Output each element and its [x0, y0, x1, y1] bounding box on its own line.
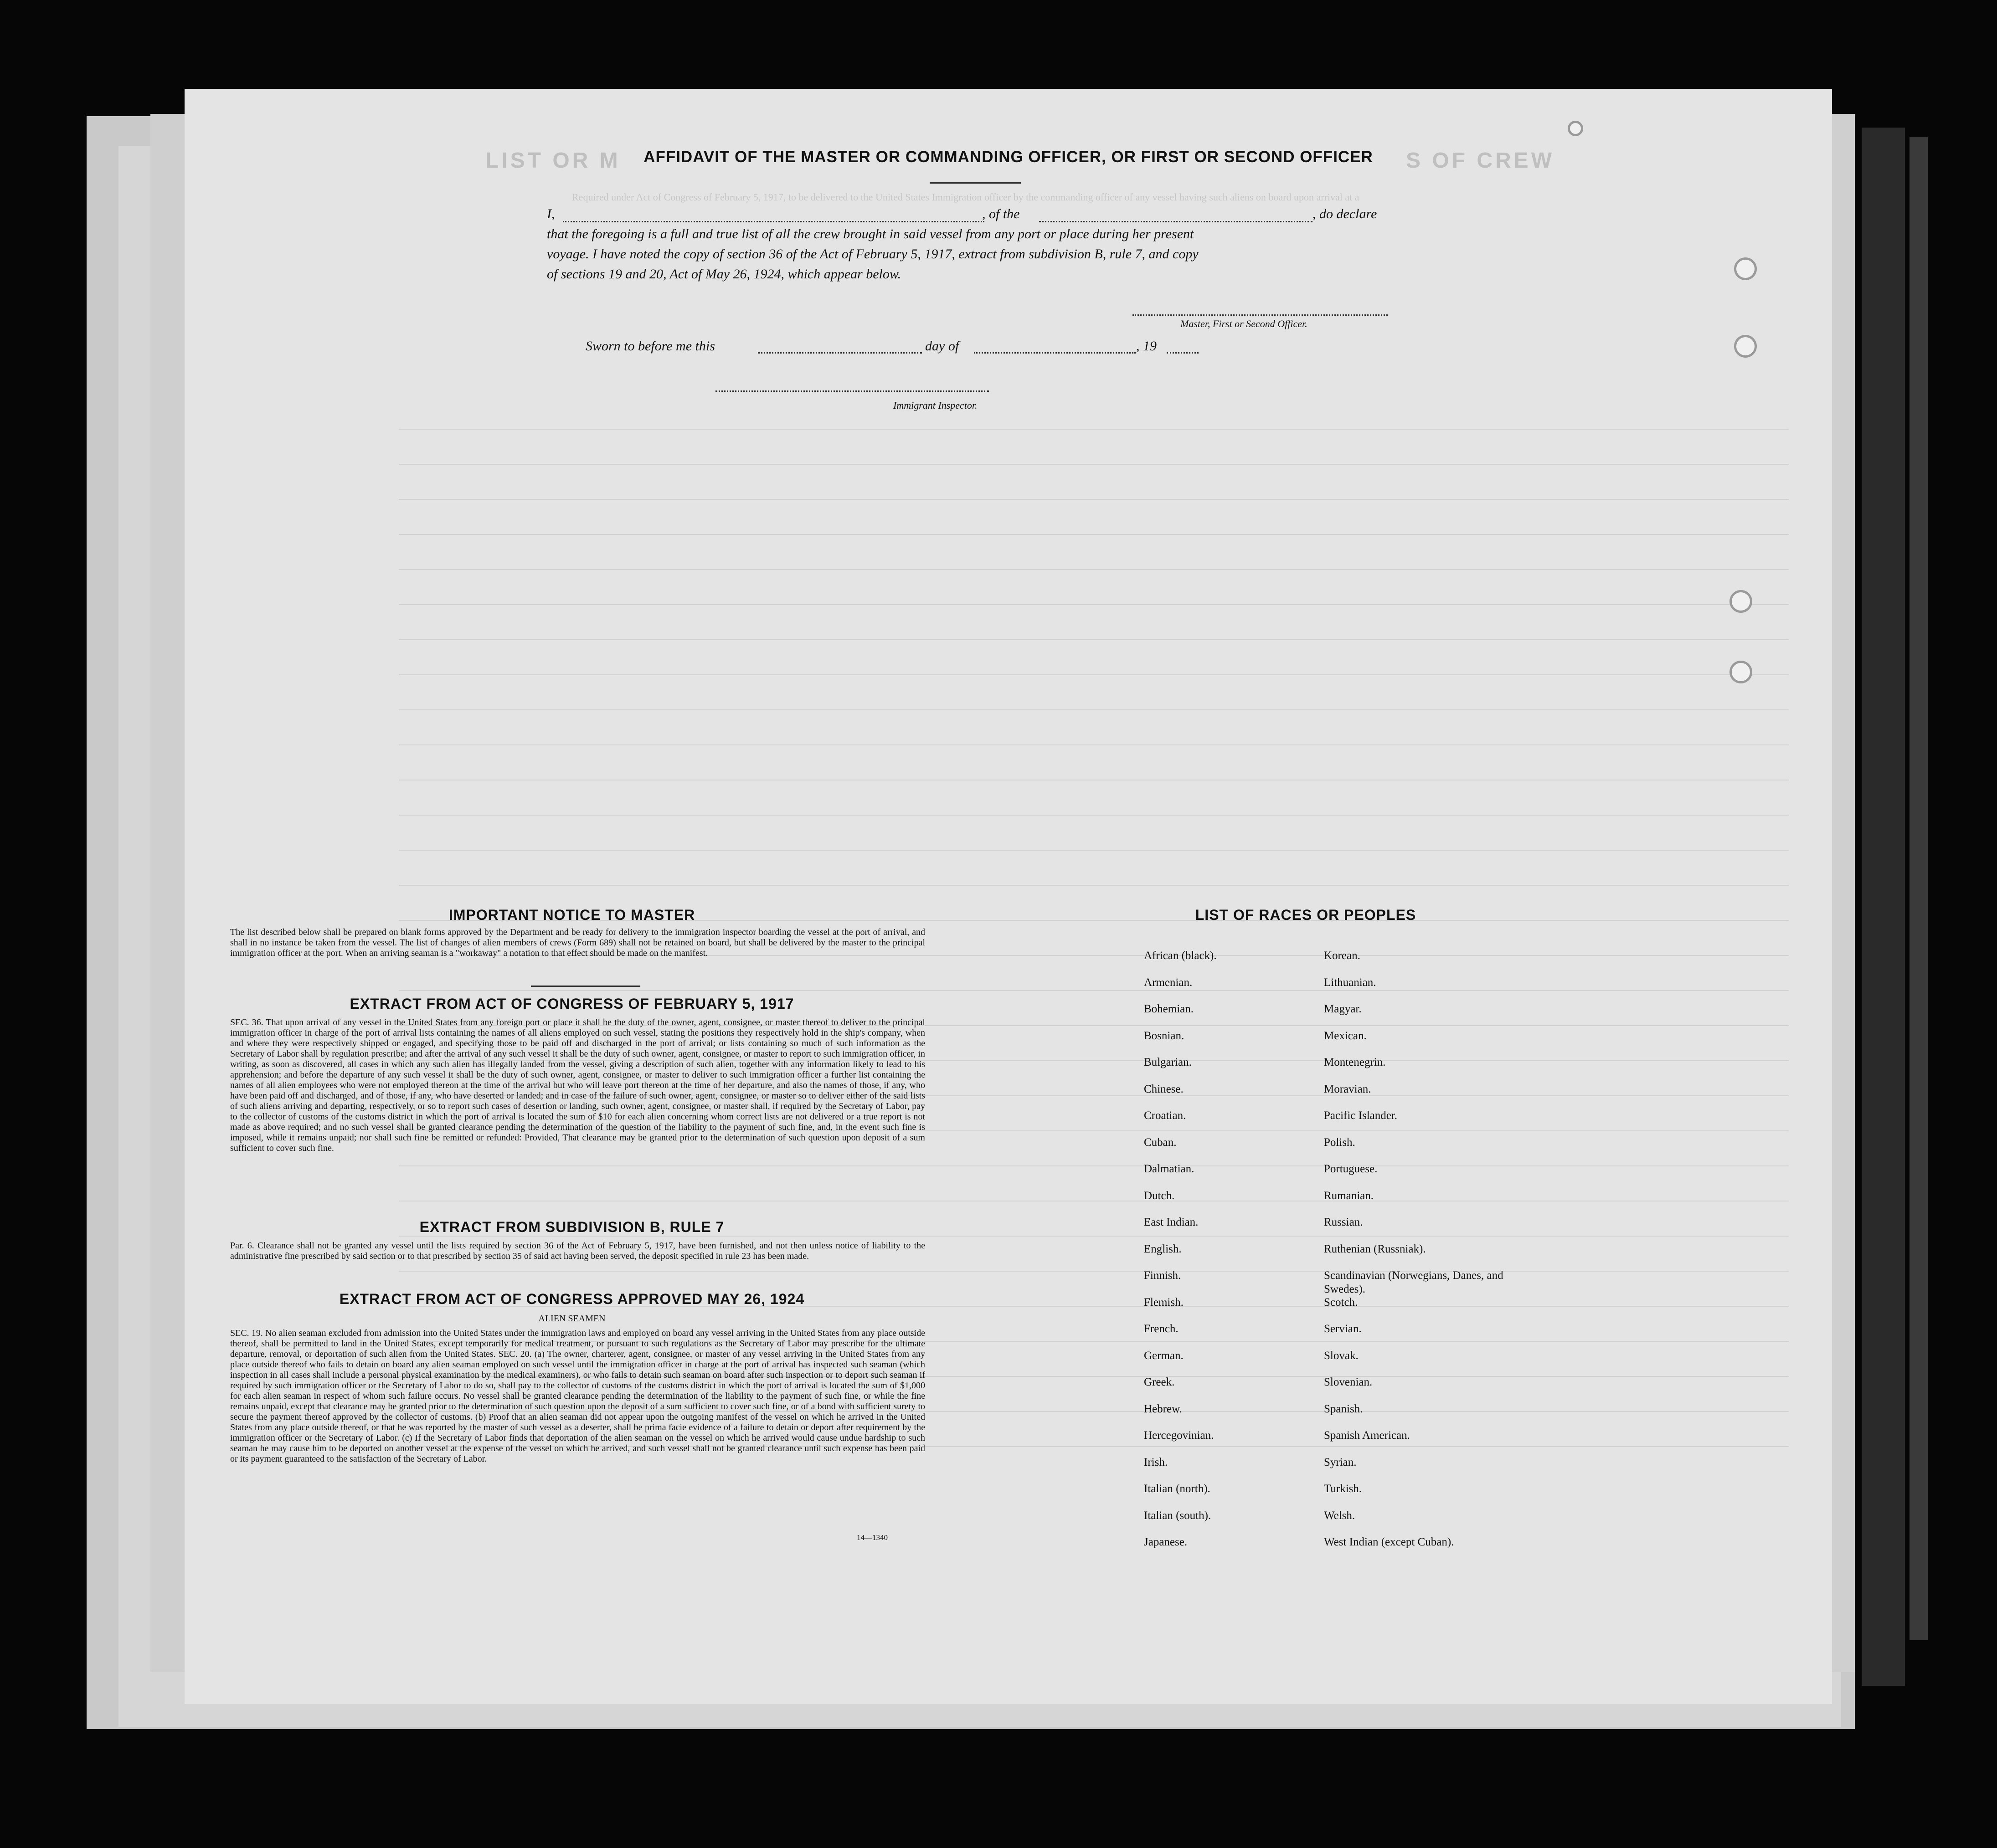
extract-1924-body: SEC. 19. No alien seaman excluded from admission into the United States under the immigration laws and employed on board any vessel arriving in the United States from any place outside thereof, shall be permitted to land in the United States, except temporarily for medical treatment, or pursuant to such regulations as the Secretary of Labor may prescribe for the ultimate departure, removal, or deportation of such alien from the United States. SEC. 20. (a) The owner, charterer, agent, consignee, or master of any vessel arriving in the United States from any place outside thereof who fails to detain on board any alien seaman employed on such vessel until the immigration officer in charge at the port of arrival has inspected such seaman (which inspection in all cases shall include a personal physical examination by the medical examiners), or who fails to detain such seaman on board after such inspection or to deport such seaman if required by such immigration officer or the Secretary of Labor to do so, shall pay to the collector of customs of the customs district in which the port of arrival is located the sum of $1,000 for each alien seaman in respect of whom such failure occurs. No vessel shall be granted clearance pending the determination of the liability to the payment of such fine, or while the fine remains unpaid, except that clearance may be granted prior to the determination of such question upon the deposit of a sum sufficient to cover such fine, or of a bond with sufficient surety to secure the payment thereof approved by the collector of customs. (b) Proof that an alien seaman did not appear upon the outgoing manifest of the vessel on which he arrived in the United States from any place outside thereof, or that he was reported by the master of such vessel as a deserter, shall be prima facie evidence of a failure to detain or deport after requirement by the immigration officer or the Secretary of Labor. (c) If the Secretary of Labor finds that deportation of the alien seaman on the vessel on which he arrived would cause undue hardship to such seaman he may cause him to be deported on another vessel at the expense of the vessel on which he arrived, and such vessel shall not be granted clearance until such expense has been paid or its payment guaranteed to the satisfaction of the Secretary of Labor.: [230, 1328, 925, 1464]
race-item: Scotch.: [1324, 1296, 1358, 1309]
race-item: Russian.: [1324, 1216, 1363, 1228]
race-item: Polish.: [1324, 1136, 1355, 1149]
ghost-row: [399, 812, 1789, 816]
ghost-title-left: LIST OR M: [485, 149, 621, 173]
sworn-label: Sworn to before me this: [586, 339, 715, 354]
race-item: Magyar.: [1324, 1003, 1362, 1015]
races-title: LIST OF RACES OR PEOPLES: [1195, 907, 1416, 923]
ghost-row: [399, 847, 1789, 851]
race-item: Armenian.: [1144, 976, 1193, 989]
race-item: Italian (north).: [1144, 1483, 1210, 1495]
race-item: Slovak.: [1324, 1349, 1359, 1362]
race-item: Syrian.: [1324, 1456, 1357, 1468]
race-item: Mexican.: [1324, 1029, 1367, 1042]
race-item: Irish.: [1144, 1456, 1168, 1468]
race-item: Croatian.: [1144, 1109, 1186, 1122]
race-item: Rumanian.: [1324, 1189, 1374, 1202]
ghost-row: [399, 707, 1789, 710]
name-field-line: [563, 221, 984, 222]
document-page: [185, 89, 1832, 1704]
races-column-1: [1144, 949, 1217, 1562]
notice-body: The list described below shall be prepared on blank forms approved by the Department and be ready for delivery to the immigration inspector boarding the vessel at the port of arrival, and shall in no instance be taken from the vessel. The list of changes of alien members of crews (Form 689) shall not be retained on board, but shall be delivered by the master to the principal immigration officer at the port. When an arriving seaman is a "workaway" a notation to that effect should be made on the manifest.: [230, 927, 925, 958]
race-item: Bohemian.: [1144, 1003, 1194, 1015]
race-item: Bosnian.: [1144, 1029, 1184, 1042]
race-item: Portuguese.: [1324, 1163, 1378, 1175]
race-item: Chinese.: [1144, 1083, 1184, 1095]
master-signature-line: [1132, 314, 1388, 316]
divider: [531, 986, 640, 987]
ghost-row: [399, 426, 1789, 430]
race-item: Welsh.: [1324, 1509, 1355, 1522]
binder-edge: [1862, 128, 1905, 1686]
master-signature-label: Master, First or Second Officer.: [1180, 318, 1307, 329]
extract-1924-title: EXTRACT FROM ACT OF CONGRESS APPROVED MAY 26, 1924: [339, 1291, 805, 1307]
month-line: [974, 352, 1136, 354]
inspector-signature-line: [715, 390, 989, 392]
extract-rule7-body: Par. 6. Clearance shall not be granted any vessel until the lists required by section 36 of the Act of February 5, 1917, have been furnished, and not then unless notice of liability to the administrative fine prescribed by said section or to that prescribed by section 35 of said act having been served, the deposit specified in rule 23 has been made.: [230, 1241, 925, 1261]
ghost-title-right: S OF CREW: [1406, 149, 1554, 173]
race-item: Dalmatian.: [1144, 1163, 1194, 1175]
sworn-day-line: [758, 352, 922, 354]
race-item: Greek.: [1144, 1376, 1175, 1388]
punch-hole: [1568, 121, 1583, 136]
race-item: Flemish.: [1144, 1296, 1184, 1309]
race-item: Spanish American.: [1324, 1429, 1410, 1442]
day-of-label: day of: [925, 339, 959, 354]
notice-title: IMPORTANT NOTICE TO MASTER: [448, 907, 695, 923]
inspector-signature-label: Immigrant Inspector.: [893, 400, 978, 411]
ghost-row: [399, 1163, 1789, 1166]
race-item: Pacific Islander.: [1324, 1109, 1398, 1122]
race-item: East Indian.: [1144, 1216, 1199, 1228]
ghost-row: [399, 601, 1789, 605]
race-item: Scandinavian (Norwegians, Danes, and Swedes).: [1324, 1269, 1503, 1295]
affidavit-of-the: , of the: [982, 206, 1020, 221]
ghost-row: [399, 777, 1789, 780]
form-number: 14—1340: [857, 1533, 888, 1542]
ghost-row: [399, 672, 1789, 675]
ghost-row: [399, 1268, 1789, 1272]
race-item: Hercegovinian.: [1144, 1429, 1214, 1442]
punch-hole: [1734, 257, 1757, 280]
race-item: Finnish.: [1144, 1269, 1181, 1282]
ghost-row: [399, 531, 1789, 535]
race-item: German.: [1144, 1349, 1184, 1362]
race-item: Turkish.: [1324, 1483, 1362, 1495]
extract-1924-subtitle: ALIEN SEAMEN: [538, 1314, 606, 1324]
year-line: [1167, 352, 1199, 354]
race-item: Dutch.: [1144, 1189, 1175, 1202]
affidavit-line-2: that the foregoing is a full and true list of all the crew brought in said vessel from any port or place during her present: [547, 226, 1194, 241]
race-item: Japanese.: [1144, 1536, 1188, 1548]
race-item: French.: [1144, 1323, 1179, 1335]
race-item: Lithuanian.: [1324, 976, 1376, 989]
ghost-row: [399, 882, 1789, 886]
binder-edge-inner: [1910, 137, 1928, 1640]
punch-hole: [1734, 335, 1757, 358]
punch-hole: [1729, 590, 1752, 613]
extract-1917-title: EXTRACT FROM ACT OF CONGRESS OF FEBRUARY 5, 1917: [350, 996, 794, 1012]
ghost-row: [399, 461, 1789, 465]
race-item: West Indian (except Cuban).: [1324, 1536, 1454, 1548]
vessel-field-line: [1039, 221, 1312, 222]
race-item: Italian (south).: [1144, 1509, 1211, 1522]
affidavit-i: I,: [547, 206, 555, 221]
year-prefix: , 19: [1136, 339, 1157, 354]
race-item: Moravian.: [1324, 1083, 1371, 1095]
ghost-row: [399, 1198, 1789, 1201]
ghost-row: [399, 987, 1789, 991]
race-item: Spanish.: [1324, 1402, 1363, 1415]
affidavit-title: AFFIDAVIT OF THE MASTER OR COMMANDING OFFICER, OR FIRST OR SECOND OFFICER: [643, 148, 1373, 166]
ghost-top-line: Required under Act of Congress of February 5, 1917, to be delivered to the United States Immigration officer by the commanding officer of any vessel having such aliens on board upon arrival at a: [572, 191, 1359, 203]
race-item: Bulgarian.: [1144, 1056, 1192, 1068]
divider: [930, 182, 1021, 184]
affidavit-do-declare: , do declare: [1312, 206, 1377, 221]
race-item: Hebrew.: [1144, 1402, 1182, 1415]
affidavit-line-4: of sections 19 and 20, Act of May 26, 1924, which appear below.: [547, 267, 901, 282]
race-item: Korean.: [1324, 950, 1360, 962]
race-item: Montenegrin.: [1324, 1056, 1386, 1068]
race-item: Cuban.: [1144, 1136, 1177, 1149]
ghost-row: [399, 637, 1789, 640]
race-item: Ruthenian (Russniak).: [1324, 1242, 1426, 1255]
race-item: Servian.: [1324, 1323, 1362, 1335]
extract-1917-body: SEC. 36. That upon arrival of any vessel in the United States from any foreign port or place it shall be the duty of the owner, agent, consignee, or master thereof to deliver to the principal immigration officer in charge of the port of arrival lists containing the names of all aliens employed on such vessel, stating the positions they respectively hold in the ship's company, when and where they were respectively shipped or engaged, and specifying those to be paid off and discharged in the port of arrival; or lists containing so much of such information as the Secretary of Labor shall by regulation prescribe; and after the arrival of any such vessel it shall be the duty of such owner, agent, consignee, or master to report to such immigration officer, in writing, as soon as discovered, all cases in which any such alien has illegally landed from the vessel, giving a description of such alien, together with any information likely to lead to his apprehension; and before the departure of any such vessel it shall be the duty of such owner, agent, consignee, or master to deliver to such immigration officer a further list containing the names of all alien employees who were not employed thereon at the time of the arrival but who will leave port thereon at the time of her departure, and also the names of those, if any, who have been paid off and discharged, and of those, if any, who have deserted or landed; and in case of the failure of such owner, agent, consignee, or master so to deliver either of the said lists of such aliens arriving and departing, respectively, or so to report such cases of desertion or landing, such owner, agent, consignee, or master shall, if required by the Secretary of Labor, pay to the collector of customs of the customs district in which the port of arrival is located the sum of $10 for each alien concerning whom correct lists are not delivered or a true report is not made as above required; and no such vessel shall be granted clearance pending the determination of the question of the liability to the payment of such fine, and, in the event such fine is imposed, while it remains unpaid; nor shall such fine be remitted or refunded: Provided, That clearance may be granted prior to the determination of such question upon deposit of a sum sufficient to cover such fine.: [230, 1017, 925, 1153]
extract-rule7-title: EXTRACT FROM SUBDIVISION B, RULE 7: [419, 1219, 725, 1235]
race-item: Slovenian.: [1324, 1376, 1373, 1388]
ghost-row: [399, 742, 1789, 745]
ghost-row: [399, 566, 1789, 570]
punch-hole: [1729, 661, 1752, 683]
affidavit-line-3: voyage. I have noted the copy of section 36 of the Act of February 5, 1917, extract from subdivision B, rule 7, and copy: [547, 246, 1199, 262]
race-item: African (black).: [1144, 950, 1217, 962]
race-item: English.: [1144, 1242, 1182, 1255]
races-column-2: [1324, 949, 1515, 1562]
ghost-row: [399, 496, 1789, 500]
